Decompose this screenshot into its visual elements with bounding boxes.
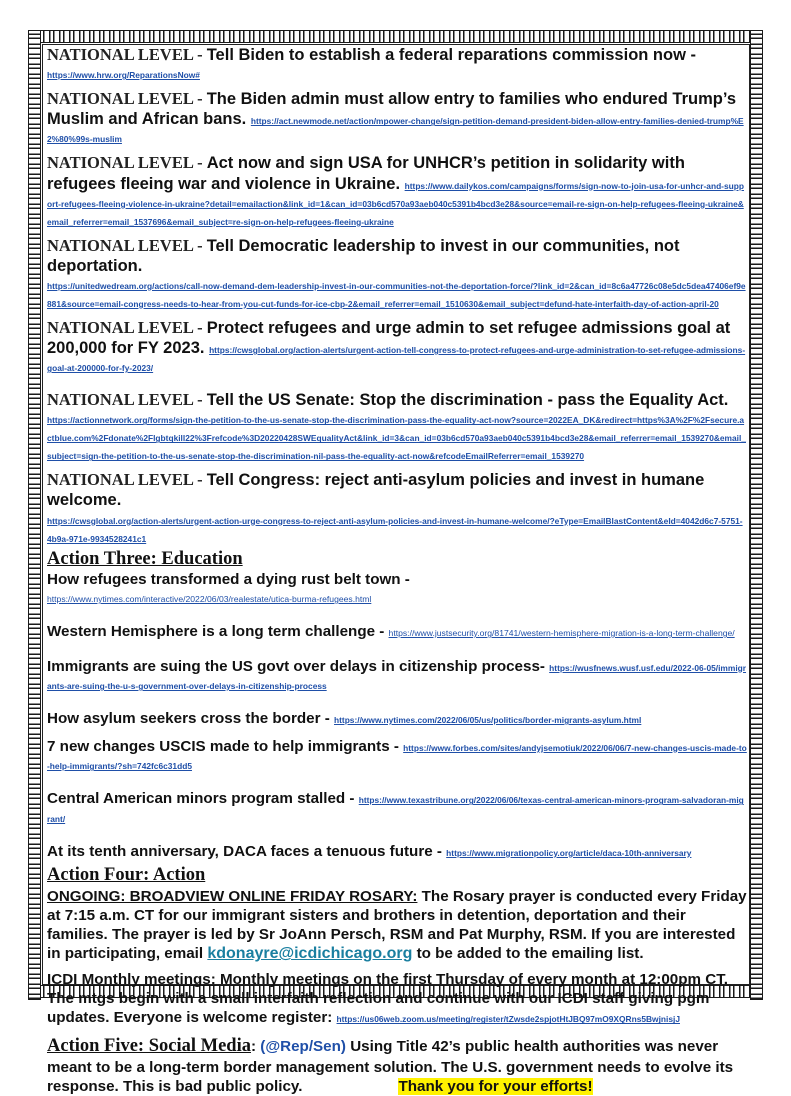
- item-link[interactable]: https://www.nytimes.com/interactive/2022/06/03/realestate/utica-burma-refugees.html: [47, 594, 372, 605]
- icdi-paragraph: [47, 970, 747, 1027]
- item-link[interactable]: https://www.nytimes.com/2022/06/05/us/politics/border-migrants-asylum.html: [334, 715, 642, 726]
- education-item-5: [47, 738, 747, 775]
- item-link[interactable]: https://www.forbes.com/sites/andyjsemotiuk/2022/06/06/7-new-changes-uscis-made-to-help-immigrants/?sh=742fc6c31dd5: [47, 742, 747, 772]
- rep-sen-handle: (@Rep/Sen): [260, 1038, 346, 1056]
- item-headline: Central American minors program stalled -: [47, 790, 359, 808]
- section-title-action: Action Four: Action: [47, 865, 206, 886]
- national-item-1: NATIONAL LEVEL - Tell Biden to establish a federal reparations commission now - https://www.hrw.org/ReparationsNow#: [47, 45, 697, 81]
- item-link[interactable]: https://cwsglobal.org/action-alerts/urgent-action-tell-congress-to-protect-refugees-and-urge-administration-to-set-refugee-admissions-goal-at-200000-for-fy-2023/: [47, 345, 746, 374]
- item-headline: How refugees transformed a dying rust belt town -: [47, 570, 410, 588]
- zoom-register-link[interactable]: https://us06web.zoom.us/meeting/register/tZwsde2spjotHtJBQ97mO9XQRns5BwjnisjJ: [336, 1014, 680, 1025]
- item-headline: Tell Congress: reject anti-asylum policies and invest in humane welcome.: [47, 471, 705, 510]
- national-item-3: NATIONAL LEVEL - Act now and sign USA for UNHCR’s petition in solidarity with refugees fleeing war and violence in Ukraine. https://www.dailykos.com/campaigns/forms/sign-now-to-join-usa-for-unhcr-and-support-refugees-fleeing-violence-in-ukraine?detail=emailaction&link_id=1&can_id=03b6cd570a93aeb040c5391b4bcd3e28&source=email-re-sign-on-help-refugees-fleeing-ukraine&email_referrer=email_1537696&email_subject=re-sign-on-help-refugees-fleeing-ukraine: [47, 153, 744, 227]
- national-item-4: NATIONAL LEVEL - Tell Democratic leadership to invest in our communities, not deportation. https://unitedwedream.org/actions/call-now-demand-dem-leadership-invest-in-our-communities-not-the-deportation-force/?link_id=2&can_id=8c6a47726c08e5dc5dea47406ef9e881&source=email-congress-needs-to-hear-from-you-cut-funds-for-ice-cbp-2&email_referrer=email_1510630&email_subject=defund-hate-interfaith-day-of-action-april-20: [47, 235, 746, 309]
- level-label: NATIONAL LEVEL: [47, 235, 193, 255]
- item-headline: 7 new changes USCIS made to help immigrants -: [47, 737, 404, 755]
- icdi-label: ICDI Monthly meetings:: [47, 971, 216, 989]
- education-item-2: Western Hemisphere is a long term challenge - https://www.justsecurity.org/81741/western-hemisphere-migration-is-a-long-term-challenge/: [47, 623, 735, 641]
- section-title-social-media: Action Five: Social Media: [47, 1036, 251, 1057]
- national-item-6: NATIONAL LEVEL - Tell the US Senate: Stop the discrimination - pass the Equality Act. https://actionnetwork.org/forms/sign-the-petition-to-the-us-senate-stop-the-discrimination-pass-the-equality-act-now?source=2022EA_DK&redirect=https%3A%2F%2Fsecure.actblue.com%2Fdonate%2Flgbtqkill22%3Frefcode%3D20220428SWEqualityAct&link_id=3&can_id=03b6cd570a93aeb040c5391b4bcd3e28&email_referrer=email_1539270&email_subject=sign-the-petition-to-the-us-senate-stop-the-discrimination-nil-pass-the-equality-act-now&refcodeEmailReferrer=email_1539270: [47, 390, 746, 462]
- level-label: NATIONAL LEVEL: [47, 470, 193, 490]
- item-headline: Tell the US Senate: Stop the discrimination - pass the Equality Act.: [206, 391, 729, 410]
- item-headline: Tell Democratic leadership to invest in our communities, not deportation.: [47, 236, 680, 275]
- item-link[interactable]: https://cwsglobal.org/action-alerts/urgent-action-urge-congress-to-reject-anti-asylum-policies-and-invest-in-humane-welcome/?eType=EmailBlastContent&eId=4042d6c7-5751-4b9a-971e-9934528241c1: [47, 515, 743, 544]
- thank-you-note: Thank you for your efforts!: [398, 1078, 593, 1096]
- item-link[interactable]: https://www.migrationpolicy.org/article/daca-10th-anniversary: [446, 847, 692, 858]
- item-headline: The Biden admin must allow entry to families who endured Trump’s Muslim and African bans.: [47, 90, 737, 129]
- item-headline: Protect refugees and urge admin to set refugee admissions goal at 200,000 for FY 2023.: [47, 318, 731, 357]
- item-headline: Tell Biden to establish a federal reparations commission now -: [206, 46, 697, 64]
- item-headline: Immigrants are suing the US govt over delays in citizenship process-: [47, 657, 550, 675]
- item-link[interactable]: https://wusfnews.wusf.usf.edu/2022-06-05/immigrants-are-suing-the-u-s-government-over-delays-in-citizenship-process: [47, 662, 747, 692]
- education-item-4: How asylum seekers cross the border - https://www.nytimes.com/2022/06/05/us/politics/border-migrants-asylum.html: [47, 710, 642, 728]
- social-media-text: Using Title 42’s public health authorities was never meant to be a long-term border management solution. The U.S. government needs to evolve its response. This is bad public policy.: [47, 1038, 734, 1096]
- page-content: [47, 45, 747, 1096]
- item-headline: How asylum seekers cross the border: [47, 710, 321, 728]
- item-link[interactable]: https://act.newmode.net/action/mpower-change/sign-petition-demand-president-biden-allow-entry-families-denied-trump%E2%80%99s-muslim: [47, 116, 744, 145]
- national-item-5: NATIONAL LEVEL - Protect refugees and urge admin to set refugee admissions goal at 200,000 for FY 2023. https://cwsglobal.org/action-alerts/urgent-action-tell-congress-to-protect-refugees-and-urge-administration-to-set-refugee-admissions-goal-at-200000-for-fy-2023/: [47, 317, 746, 374]
- decorative-border-left: [28, 30, 41, 1000]
- social-media-paragraph: Action Five: Social Media: (@Rep/Sen) Using Title 42’s public health authorities was never meant to be a long-term border management solution. The U.S. government needs to evolve its response. This is bad public policy. Thank you for your efforts!: [47, 1036, 734, 1096]
- item-link[interactable]: https://www.hrw.org/ReparationsNow#: [47, 70, 200, 81]
- decorative-border-top: [28, 30, 763, 43]
- national-item-2: NATIONAL LEVEL - The Biden admin must allow entry to families who endured Trump’s Muslim and African bans. https://act.newmode.net/action/mpower-change/sign-petition-demand-president-biden-allow-entry-families-denied-trump%E2%80%99s-muslim: [47, 89, 744, 145]
- rosary-label: ONGOING: BROADVIEW ONLINE FRIDAY ROSARY:: [47, 888, 418, 906]
- item-link[interactable]: https://www.dailykos.com/campaigns/forms/sign-now-to-join-usa-for-unhcr-and-support-refugees-fleeing-violence-in-ukraine?detail=emailaction&link_id=1&can_id=03b6cd570a93aeb040c5391b4bcd3e28&source=email-re-sign-on-help-refugees-fleeing-ukraine&email_referrer=email_1537696&email_subject=re-sign-on-help-refugees-fleeing-ukraine: [47, 180, 744, 227]
- national-item-7: NATIONAL LEVEL - Tell Congress: reject anti-asylum policies and invest in humane welcome. https://cwsglobal.org/action-alerts/urgent-action-urge-congress-to-reject-anti-asylum-policies-and-invest-in-humane-welcome/?eType=EmailBlastContent&eId=4042d6c7-5751-4b9a-971e-9934528241c1: [47, 470, 743, 544]
- level-label: NATIONAL LEVEL: [47, 390, 193, 410]
- level-label: NATIONAL LEVEL: [47, 153, 193, 173]
- item-link[interactable]: https://www.texastribune.org/2022/06/06/texas-central-american-minors-program-salvadoran-migrant/: [47, 795, 744, 824]
- rosary-paragraph: [47, 887, 747, 964]
- item-link[interactable]: https://www.justsecurity.org/81741/western-hemisphere-migration-is-a-long-term-challenge/: [388, 628, 735, 639]
- education-item-7: At its tenth anniversary, DACA faces a tenuous future - https://www.migrationpolicy.org/article/daca-10th-anniversary: [47, 842, 692, 860]
- item-link[interactable]: https://actionnetwork.org/forms/sign-the-petition-to-the-us-senate-stop-the-discrimination-pass-the-equality-act-now?source=2022EA_DK&redirect=https%3A%2F%2Fsecure.actblue.com%2Fdonate%2Flgbtqkill22%3Frefcode%3D20220428SWEqualityAct&link_id=3&can_id=03b6cd570a93aeb040c5391b4bcd3e28&email_referrer=email_1539270&email_subject=sign-the-petition-to-the-us-senate-stop-the-discrimination-nil-pass-the-equality-act-now&refcodeEmailReferrer=email_1539270: [47, 415, 746, 462]
- education-item-1: [47, 571, 747, 608]
- education-item-3: [47, 658, 747, 695]
- item-headline: Western Hemisphere is a long term challenge: [47, 623, 376, 641]
- item-headline: At its tenth anniversary, DACA faces a tenuous future: [47, 842, 433, 860]
- icdi-text: Monthly meetings on the first Thursday of every month at 12:00pm CT. The mtgs begin with a small interfaith reflection and continue with our ICDI staff giving pgm updates. Everyone is welcome register:: [47, 971, 729, 1027]
- section-title-education: Action Three: Education: [47, 548, 243, 569]
- item-link[interactable]: https://unitedwedream.org/actions/call-now-demand-dem-leadership-invest-in-our-communities-not-the-deportation-force/?link_id=2&can_id=8c6a47726c08e5dc5dea47406ef9e881&source=email-congress-needs-to-hear-from-you-cut-funds-for-ice-cbp-2&email_referrer=email_1510630&email_subject=defund-hate-interfaith-day-of-action-april-20: [47, 280, 746, 309]
- rosary-tail: to be added to the emailing list.: [412, 945, 644, 963]
- level-label: NATIONAL LEVEL: [47, 45, 193, 64]
- education-item-6: [47, 790, 747, 827]
- rosary-text: The Rosary prayer is conducted every Friday at 7:15 a.m. CT for our immigrant sisters and brothers in detention, deportation and their families. The prayer is led by Sr JoAnn Persch, RSM and Pat Murphy, RSM. If you are interested in participating, email: [47, 888, 747, 963]
- level-label: NATIONAL LEVEL: [47, 89, 193, 109]
- level-label: NATIONAL LEVEL: [47, 317, 193, 337]
- item-headline: Act now and sign USA for UNHCR’s petition in solidarity with refugees fleeing war and violence in Ukraine.: [47, 154, 685, 193]
- contact-email-link[interactable]: kdonayre@icdichicago.org: [207, 945, 413, 963]
- decorative-border-right: [750, 30, 763, 1000]
